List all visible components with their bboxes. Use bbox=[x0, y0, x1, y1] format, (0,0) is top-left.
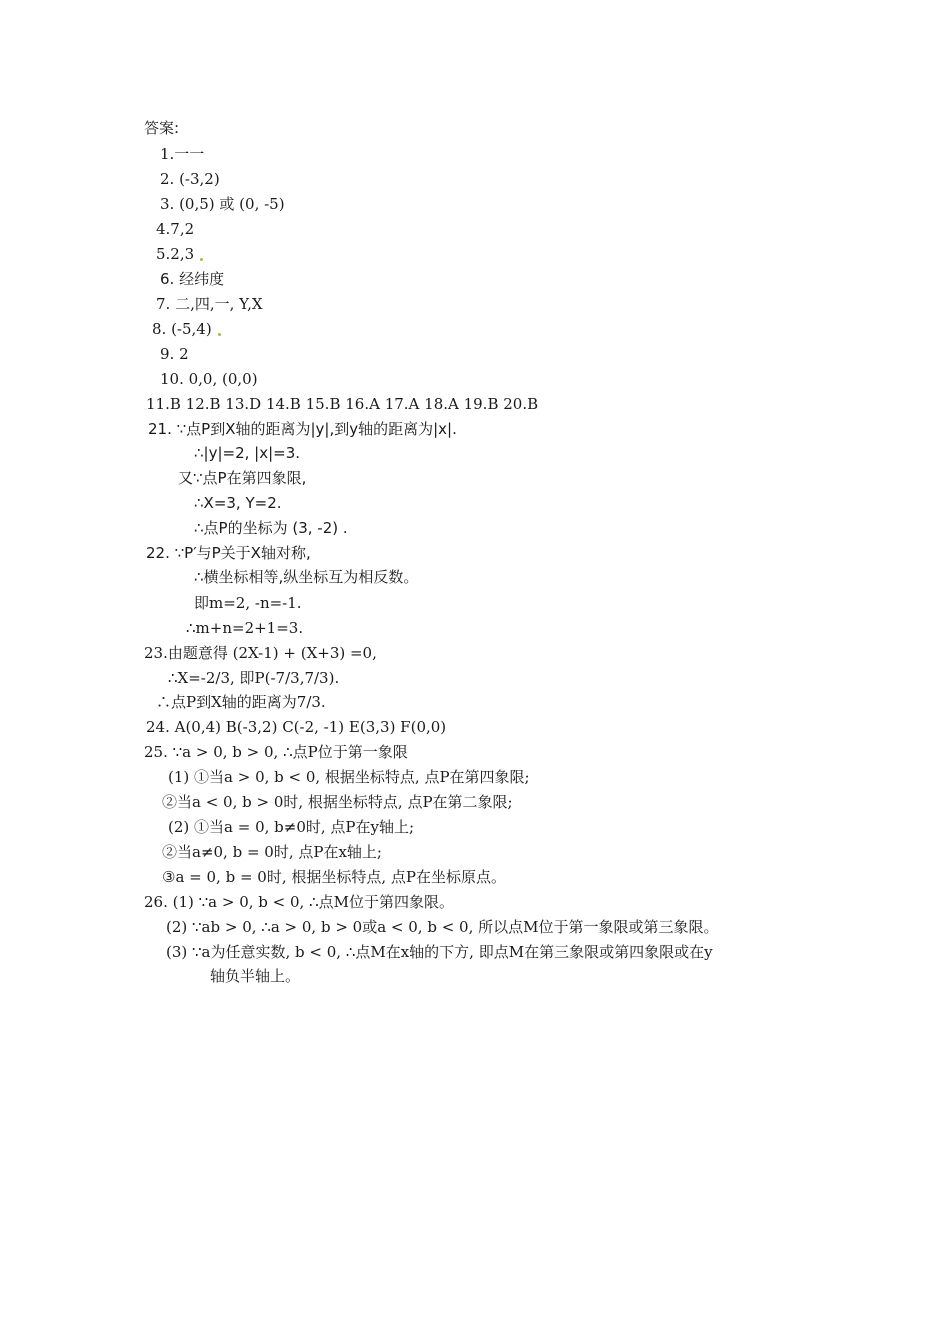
answer-22-line-3: 即m=2, -n=-1. bbox=[194, 594, 302, 612]
answer-25-line-1: 25. ∵a > 0, b > 0, ∴点P位于第一象限 bbox=[144, 743, 408, 761]
answer-line-8: 8. (-5,4) bbox=[152, 320, 212, 338]
answer-line-3: 3. (0,5) 或 (0, -5) bbox=[160, 195, 285, 213]
answer-24-line: 24. A(0,4) B(-3,2) C(-2, -1) E(3,3) F(0,0) bbox=[146, 718, 447, 736]
answer-21-line-4: ∴X=3, Y=2. bbox=[194, 494, 282, 512]
answer-26-line-1: 26. (1) ∵a > 0, b < 0, ∴点M位于第四象限。 bbox=[144, 893, 454, 911]
answer-21-line-2: ∴|y|=2, |x|=3. bbox=[194, 444, 301, 462]
answer-line-4: 4.7,2 bbox=[156, 220, 195, 238]
answer-22-line-2: ∴横坐标相等,纵坐标互为相反数。 bbox=[194, 568, 419, 586]
answer-23-line-1: 23.由题意得 (2X-1) + (X+3) =0, bbox=[144, 644, 377, 662]
answer-line-6: 6. 经纬度 bbox=[160, 270, 225, 288]
answer-21-line-5: ∴点P的坐标为 (3, -2) . bbox=[194, 519, 348, 537]
answers-heading: 答案: bbox=[144, 119, 180, 137]
answer-21-line-1: 21. ∵点P到X轴的距离为|y|,到y轴的距离为|x|. bbox=[148, 420, 457, 438]
answer-25-line-3: ②当a < 0, b > 0时, 根据坐标特点, 点P在第二象限; bbox=[162, 793, 513, 811]
answer-line-9: 9. 2 bbox=[160, 345, 189, 363]
answer-26-line-2: (2) ∵ab > 0, ∴a > 0, b > 0或a < 0, b < 0, 所以点M位于第一象限或第三象限。 bbox=[166, 918, 719, 936]
answer-line-11: 11.B 12.B 13.D 14.B 15.B 16.A 17.A 18.A 19.B 20.B bbox=[146, 395, 539, 413]
answer-22-line-4: ∴m+n=2+1=3. bbox=[186, 619, 304, 637]
answer-26-line-4: 轴负半轴上。 bbox=[210, 967, 301, 985]
answer-25-line-2: (1) ①当a > 0, b < 0, 根据坐标特点, 点P在第四象限; bbox=[168, 768, 530, 786]
answer-25-line-5: ②当a≠0, b = 0时, 点P在x轴上; bbox=[162, 843, 382, 861]
mark-dot bbox=[218, 333, 221, 336]
answer-line-7: 7. 二,四,一, Y,X bbox=[156, 295, 263, 313]
answer-21-line-3: 又∵点P在第四象限, bbox=[178, 469, 307, 487]
answer-line-2: 2. (-3,2) bbox=[160, 170, 220, 188]
answer-line-8-wrap bbox=[152, 319, 221, 339]
answer-25-line-6: ③a = 0, b = 0时, 根据坐标特点, 点P在坐标原点。 bbox=[162, 868, 506, 886]
answer-23-line-2: ∴X=-2/3, 即P(-7/3,7/3). bbox=[168, 669, 340, 687]
answer-line-5-wrap bbox=[156, 244, 203, 264]
answer-line-5: 5.2,3 bbox=[156, 245, 195, 263]
answer-22-line-1: 22. ∵P′与P关于X轴对称, bbox=[146, 544, 311, 562]
answer-26-line-3: (3) ∵a为任意实数, b < 0, ∴点M在x轴的下方, 即点M在第三象限或第四象限或在y bbox=[166, 943, 713, 961]
answer-25-line-4: (2) ①当a = 0, b≠0时, 点P在y轴上; bbox=[168, 818, 415, 836]
answer-line-10: 10. 0,0, (0,0) bbox=[160, 370, 258, 388]
answer-line-1: 1.一一 bbox=[160, 145, 205, 163]
mark-dot bbox=[200, 258, 203, 261]
answer-23-line-3: ∴点P到X轴的距离为7/3. bbox=[156, 693, 326, 711]
